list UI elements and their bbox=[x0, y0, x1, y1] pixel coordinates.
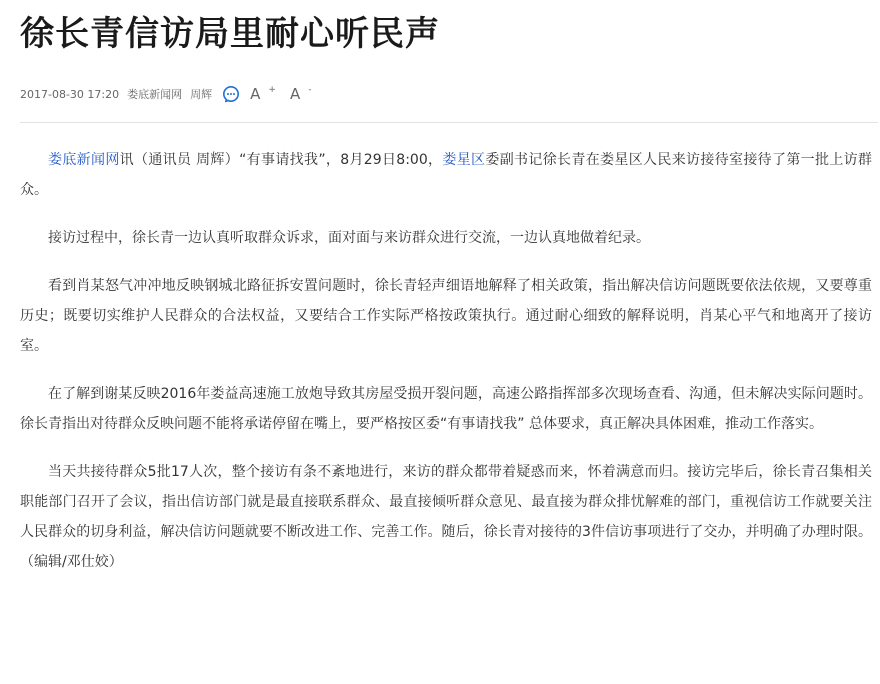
paragraph-3: 看到肖某怒气冲冲地反映钢城北路征拆安置问题时，徐长青轻声细语地解释了相关政策，指出解决信访问题既要依法依规，又要尊重历史；既要切实维护人民群众的合法权益，又要结合工作实际严格按政策执行。通过耐心细致的解释说明，肖某心平气和地离开了接访室。 bbox=[20, 278, 872, 354]
meta-divider bbox=[20, 122, 878, 123]
article-author: 周辉 bbox=[190, 88, 213, 101]
district-link[interactable]: 娄星区 bbox=[442, 152, 486, 168]
article bbox=[20, 0, 872, 595]
paragraph-1: 娄底新闻网讯（通讯员 周辉）“有事请找我”，8月29日8:00，娄星区委副书记徐长青在娄星区人民来访接待室接待了第一批上访群众。 bbox=[20, 152, 872, 198]
publish-datetime: 2017-08-30 17:20 bbox=[20, 87, 120, 101]
paragraph-4: 在了解到谢某反映2016年娄益高速施工放炮导致其房屋受损开裂问题，高速公路指挥部多次现场查看、沟通，但未解决实际问题时。徐长青指出对待群众反映问题不能将承诺停留在嘴上，要严格按区委“有事请找我” 总体要求，真正解决具体困难，推动工作落实。 bbox=[20, 386, 872, 432]
source-link[interactable]: 娄底新闻网 bbox=[48, 152, 120, 168]
comment-icon[interactable] bbox=[222, 85, 240, 103]
paragraph-2: 接访过程中，徐长青一边认真听取群众诉求，面对面与来访群众进行交流，一边认真地做着纪录。 bbox=[48, 230, 650, 246]
font-increase-button[interactable]: A + bbox=[250, 85, 276, 103]
article-body bbox=[20, 145, 872, 577]
article-source: 娄底新闻网 bbox=[127, 88, 183, 101]
paragraph-5: 当天共接待群众5批17人次，整个接访有条不紊地进行，来访的群众都带着疑惑而来，怀着满意而归。接访完毕后，徐长青召集相关职能部门召开了会议，指出信访部门就是最直接联系群众、最直接倾听群众意见、最直接为群众排忧解难的部门，重视信访工作就要关注人民群众的切身利益，解决信访问题就要不断改进工作、完善工作。随后，徐长青对接待的3件信访事项进行了交办，并明确了办理时限。（编辑/邓仕姣） bbox=[20, 464, 872, 570]
article-title: 徐长青信访局里耐心听民声 bbox=[20, 14, 440, 54]
font-decrease-button[interactable]: A - bbox=[289, 85, 312, 103]
article-meta bbox=[20, 83, 872, 105]
